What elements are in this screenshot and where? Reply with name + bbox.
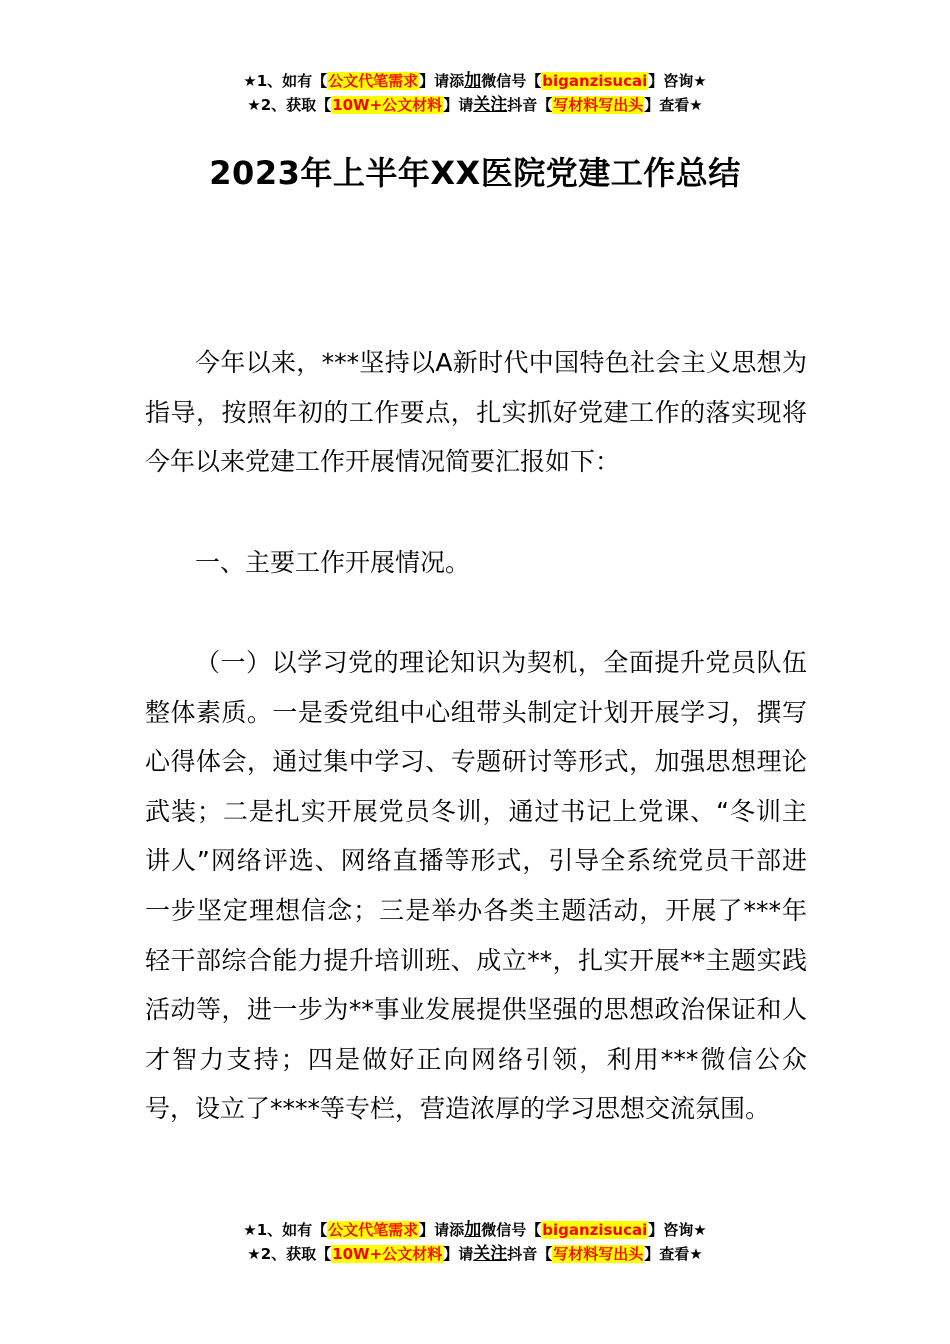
footer-line-1-suffix: 】咨询★ — [648, 1221, 707, 1239]
banner-line-2-middle-b: 抖音【 — [507, 96, 553, 114]
footer-banner-line-1 — [0, 1218, 950, 1242]
footer-line-1-emphasis: 加 — [464, 1220, 482, 1240]
footer-line-1-highlight-wechat-id: biganzisucai — [542, 1221, 648, 1239]
footer-line-1-prefix: ★1、如有【 — [243, 1221, 328, 1239]
banner-line-2-prefix: ★2、获取【 — [247, 96, 332, 114]
footer-line-2-suffix: 】查看★ — [644, 1245, 703, 1263]
footer-banner-line-2 — [0, 1242, 950, 1266]
banner-line-1 — [0, 69, 950, 93]
footer-line-1-middle-a: 】请添 — [419, 1221, 465, 1239]
banner-line-1-highlight-wechat-id: biganzisucai — [542, 72, 648, 90]
footer-line-2-prefix: ★2、获取【 — [247, 1245, 332, 1263]
banner-line-2-emphasis: 关注 — [473, 95, 508, 115]
banner-line-1-prefix: ★1、如有【 — [243, 72, 328, 90]
footer-line-2-emphasis: 关注 — [473, 1244, 508, 1264]
section-heading-1: 一、主要工作开展情况。 — [195, 548, 471, 577]
banner-line-2-highlight-materials: 10W+公文材料 — [332, 96, 443, 114]
footer-line-2-highlight-materials: 10W+公文材料 — [332, 1245, 443, 1263]
footer-banner — [0, 1218, 950, 1266]
banner-line-2 — [0, 93, 950, 117]
banner-line-1-suffix: 】咨询★ — [648, 72, 707, 90]
banner-line-1-middle-b: 微信号【 — [481, 72, 542, 90]
footer-line-1-highlight-service: 公文代笔需求 — [328, 1221, 419, 1239]
banner-line-2-highlight-douyin: 写材料写出头 — [553, 96, 644, 114]
section-1-paragraph: （一）以学习党的理论知识为契机，全面提升党员队伍整体素质。一是委党组中心组带头制定计划开展学习，撰写心得体会，通过集中学习、专题研讨等形式，加强思想理论武装；二是扎实开展党员冬训，通过书记上党课、“冬训主讲人”网络评选、网络直播等形式，引导全系统党员干部进一步坚定理想信念；三是举办各类主题活动，开展了***年轻干部综合能力提升培训班、成立**，扎实开展**主题实践活动等，进一步为**事业发展提供坚强的思想政治保证和人才智力支持；四是做好正向网络引领，利用***微信公众号，设立了****等专栏，营造浓厚的学习思想交流氛围。 — [145, 648, 807, 1124]
banner-line-1-emphasis: 加 — [464, 71, 482, 91]
banner-line-1-highlight-service: 公文代笔需求 — [328, 72, 419, 90]
footer-line-2-middle-b: 抖音【 — [507, 1245, 553, 1263]
banner-line-2-middle-a: 】请 — [443, 96, 474, 114]
intro-paragraph: 今年以来，***坚持以A新时代中国特色社会主义思想为指导，按照年初的工作要点，扎实抓好党建工作的落实现将今年以来党建工作开展情况简要汇报如下： — [145, 348, 807, 477]
footer-line-2-middle-a: 】请 — [443, 1245, 474, 1263]
footer-line-2-highlight-douyin: 写材料写出头 — [553, 1245, 644, 1263]
footer-line-1-middle-b: 微信号【 — [481, 1221, 542, 1239]
document-title: 2023年上半年XX医院党建工作总结 — [209, 154, 741, 192]
banner-line-2-suffix: 】查看★ — [644, 96, 703, 114]
banner-line-1-middle-a: 】请添 — [419, 72, 465, 90]
header-banner — [0, 69, 950, 117]
